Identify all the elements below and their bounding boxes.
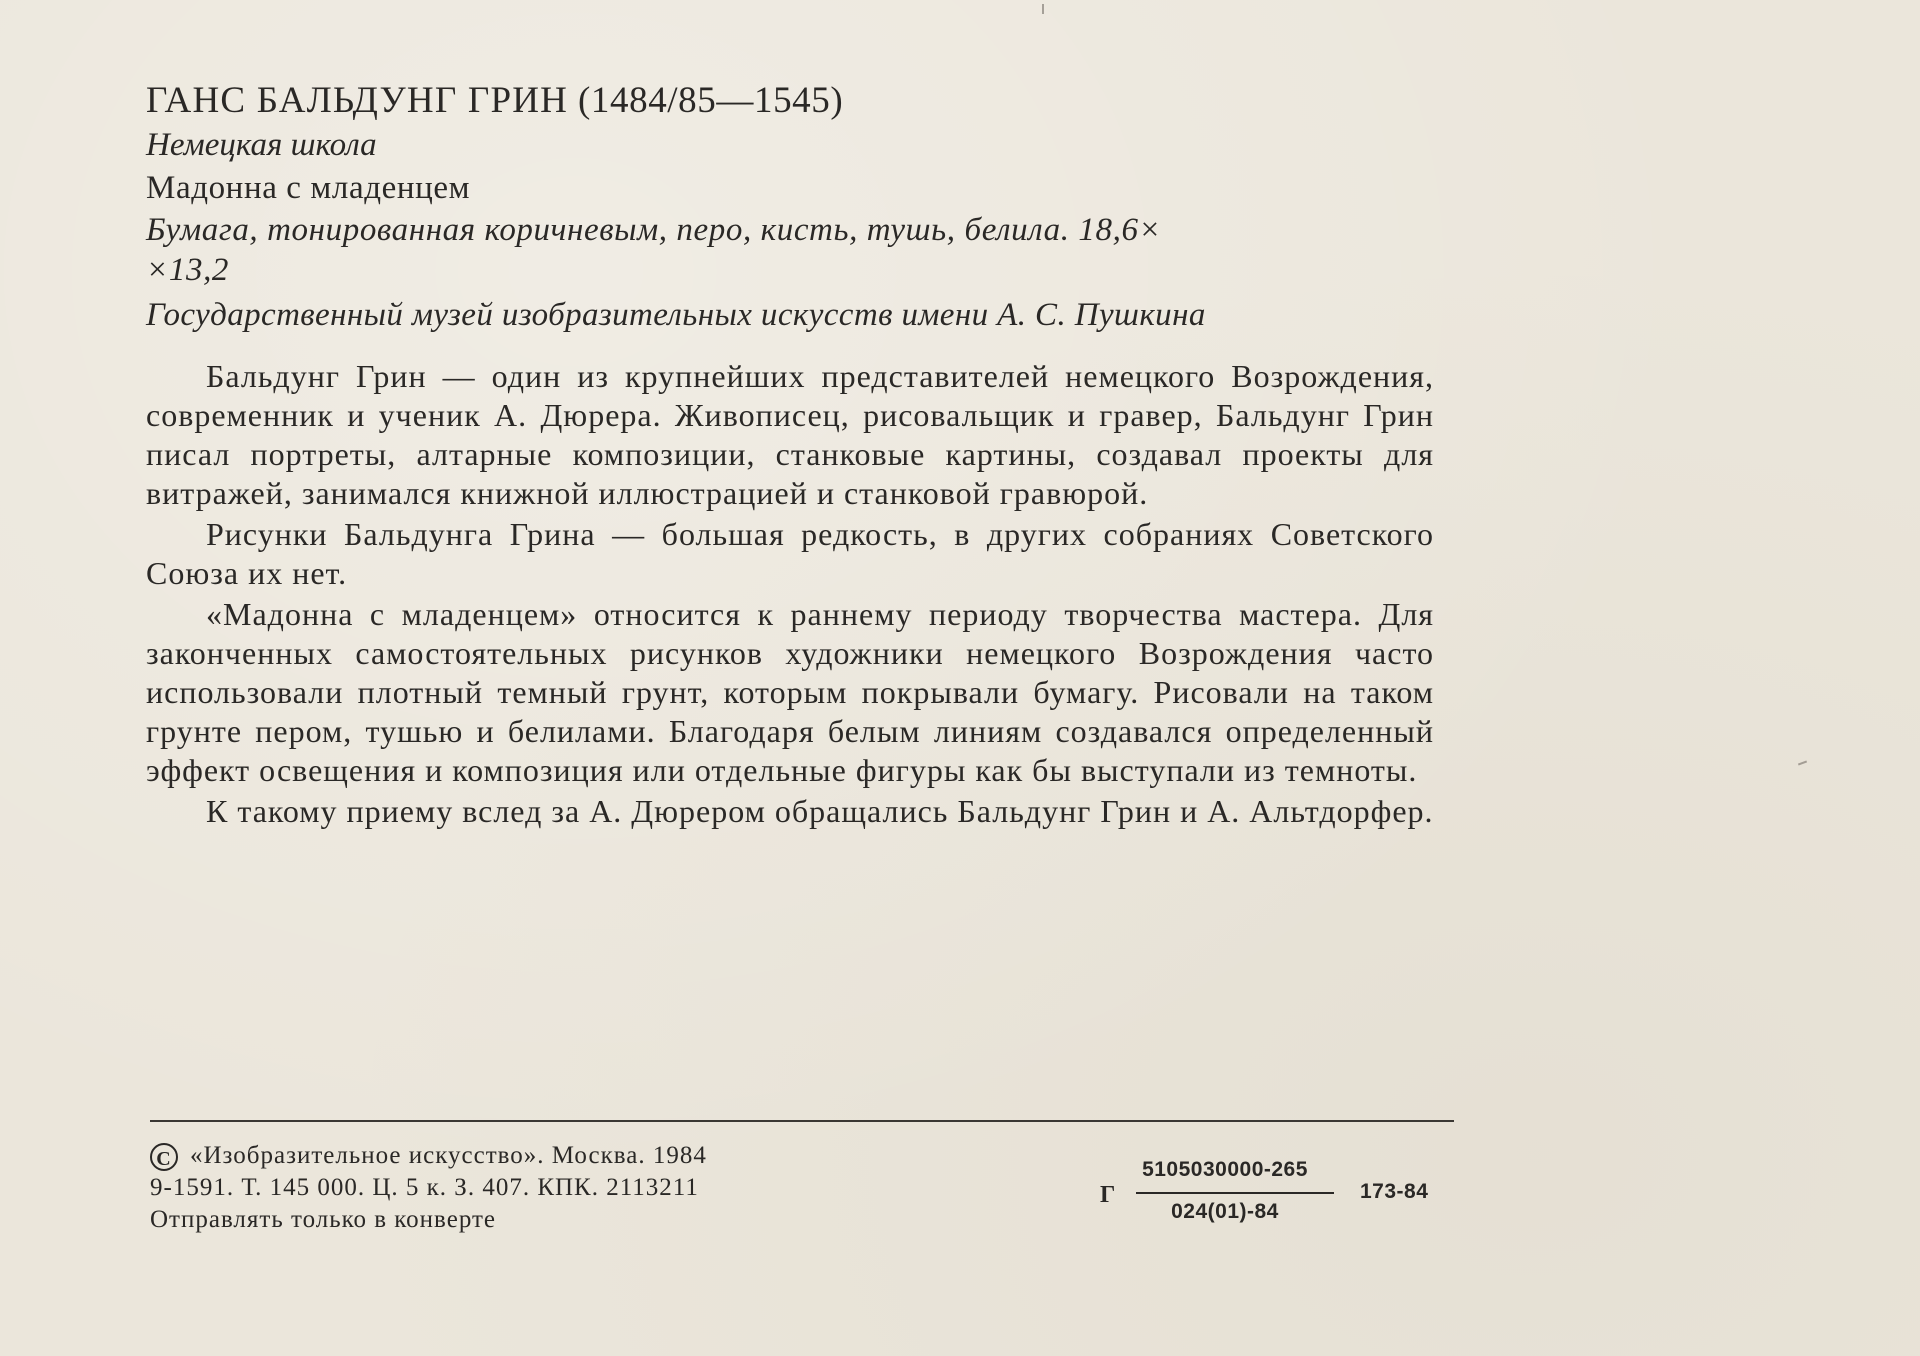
description-paragraph: «Мадонна с младенцем» относится к раннему периоду творчества мастера. Для законченных самостоятельных рисунков художники немецкого Возрождения часто использовали плотный темный грунт, которым покрывали бумагу. Рисовали на таком грунте пером, тушью и белилами. Благодаря белым линиям создавался определенный эффект освещения и композиция или отдельные фигуры как бы выступали из темноты.	[146, 596, 1434, 788]
artwork-medium-line2: ×13,2	[146, 252, 230, 288]
publisher-imprint	[150, 1140, 970, 1236]
copyright-icon: C	[150, 1143, 178, 1171]
artwork-medium	[146, 210, 1436, 290]
description-paragraph: К такому приему вслед за А. Дюрером обращались Бальдунг Грин и А. Альтдорфер.	[206, 793, 1434, 829]
copyright-line	[150, 1140, 970, 1172]
description-paragraph: Бальдунг Грин — один из крупнейших представителей немецкого Возрождения, современник и ученик А. Дюрера. Живописец, рисовальщик и гравер, Бальдунг Грин писал портреты, алтарные композиции, станковые картины, создавал проекты для витражей, занимался книжной иллюстрацией и станковой гравюрой.	[146, 358, 1434, 511]
artist-heading	[146, 78, 1446, 124]
museum-name: Государственный музей изобразительных искусств имени А. С. Пушкина	[146, 297, 1206, 333]
artist-years: (1484/85—1545)	[577, 80, 844, 121]
artwork-medium-line1: Бумага, тонированная коричневым, перо, кисть, тушь, белила. 18,6×	[146, 212, 1162, 248]
catalog-code	[1098, 1158, 1458, 1228]
artwork-title: Мадонна с младенцем	[146, 170, 471, 206]
publisher-name: «Изобразительное искусство». Москва. 1984	[190, 1142, 707, 1169]
print-info: 9-1591. Т. 145 000. Ц. 5 к. З. 407. КПК. 2113211	[150, 1174, 699, 1201]
description-text	[146, 357, 1434, 833]
fraction-bar	[1136, 1192, 1334, 1194]
catalog-code-denominator: 024(01)-84	[1171, 1200, 1279, 1223]
artist-name: ГАНС БАЛЬДУНГ ГРИН	[146, 80, 569, 121]
mailing-note: Отправлять только в конверте	[150, 1206, 497, 1233]
description-paragraph: Рисунки Бальдунга Грина — большая редкость, в других собраниях Советского Союза их нет.	[146, 516, 1434, 591]
paper-speck	[1042, 4, 1044, 14]
art-school: Немецкая школа	[146, 127, 377, 163]
paper-speck	[1798, 761, 1807, 766]
separator-line	[150, 1120, 1454, 1122]
catalog-code-suffix: 173-84	[1360, 1180, 1429, 1203]
catalog-code-numerator: 5105030000-265	[1142, 1158, 1308, 1181]
catalog-code-prefix: Г	[1100, 1182, 1116, 1208]
artwork-caption	[146, 78, 1446, 338]
